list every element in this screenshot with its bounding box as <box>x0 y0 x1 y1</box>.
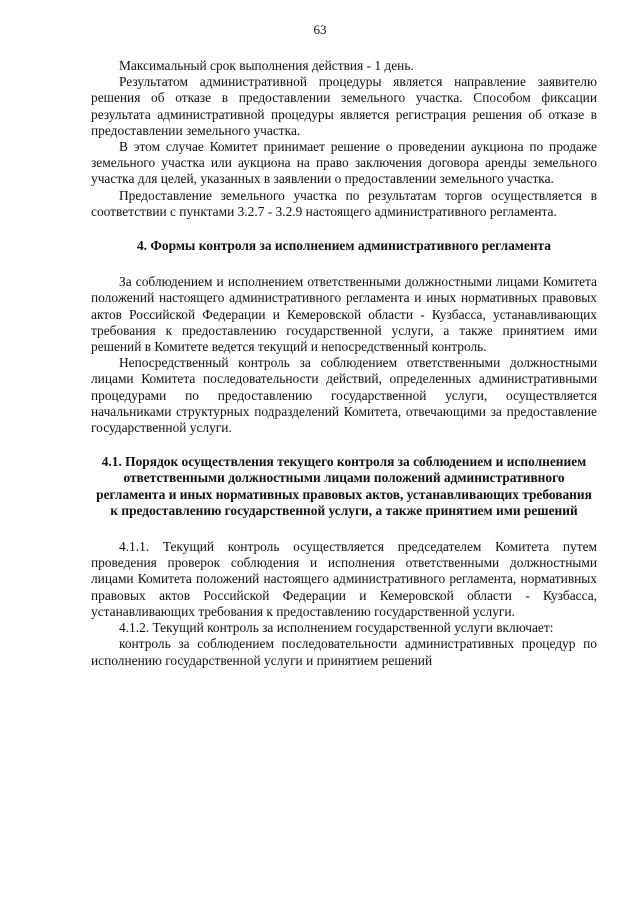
paragraph-deadline: Максимальный срок выполнения действия - 1 день. <box>119 58 414 73</box>
section-4-1-heading: 4.1. Порядок осуществления текущего контроля за соблюдением и исполнением ответственными должностными лицами положений административного регламента и иных нормативных правовых актов, устанавливающих требования к предоставлению государственной услуги, а также принятием ими решений <box>96 454 592 518</box>
section-4-heading: 4. Формы контроля за исполнением административного регламента <box>136 238 551 254</box>
paragraph-4-1-1: 4.1.1. Текущий контроль осуществляется председателем Комитета путем проведения проверок соблюдения и исполнения ответственными должностными лицами Комитета положений настоящего административного регламента, нормативных правовых актов Российской Федерации и Кемеровской области - Кузбасса, устанавливающих требования к предоставлению государственной услуги. <box>91 539 597 619</box>
paragraph-control-overview: За соблюдением и исполнением ответственными должностными лицами Комитета положений настоящего административного регламента и иных нормативных правовых актов Российской Федерации и Кемеровской области - Кузбасса, устанавливающих требования к предоставлению государственной услуги, а также принятием ими решений в Комитете ведется текущий и непосредственный контроль. <box>91 274 597 355</box>
paragraph-4-1-2: 4.1.2. Текущий контроль за исполнением государственной услуги включает: <box>119 620 554 636</box>
page-content <box>91 58 597 669</box>
paragraph-result: Результатом административной процедуры является направление заявителю решения об отказе в предоставлении земельного участка. Способом фиксации результата административной процедуры является регистрация решения об отказе в предоставлении земельного участка. <box>91 74 597 138</box>
paragraph-control-sequence: контроль за соблюдением последовательности административных процедур по исполнению государственной услуги и принятием решений <box>91 636 597 668</box>
paragraph-direct-control: Непосредственный контроль за соблюдением ответственными должностными лицами Комитета последовательности действий, определенных административными процедурами по предоставлению государственной услуги, осуществляется начальниками структурных подразделений Комитета, отвечающими за предоставление государственной услуги. <box>91 355 597 436</box>
paragraph-auction-results: Предоставление земельного участка по результатам торгов осуществляется в соответствии с пунктами 3.2.7 - 3.2.9 настоящего административного регламента. <box>91 187 597 219</box>
paragraph-auction: В этом случае Комитет принимает решение о проведении аукциона по продаже земельного участка или аукциона на право заключения договора аренды земельного участка для целей, указанных в заявлении о предоставлении земельного участка. <box>91 139 597 187</box>
page-number: 63 <box>313 22 327 37</box>
